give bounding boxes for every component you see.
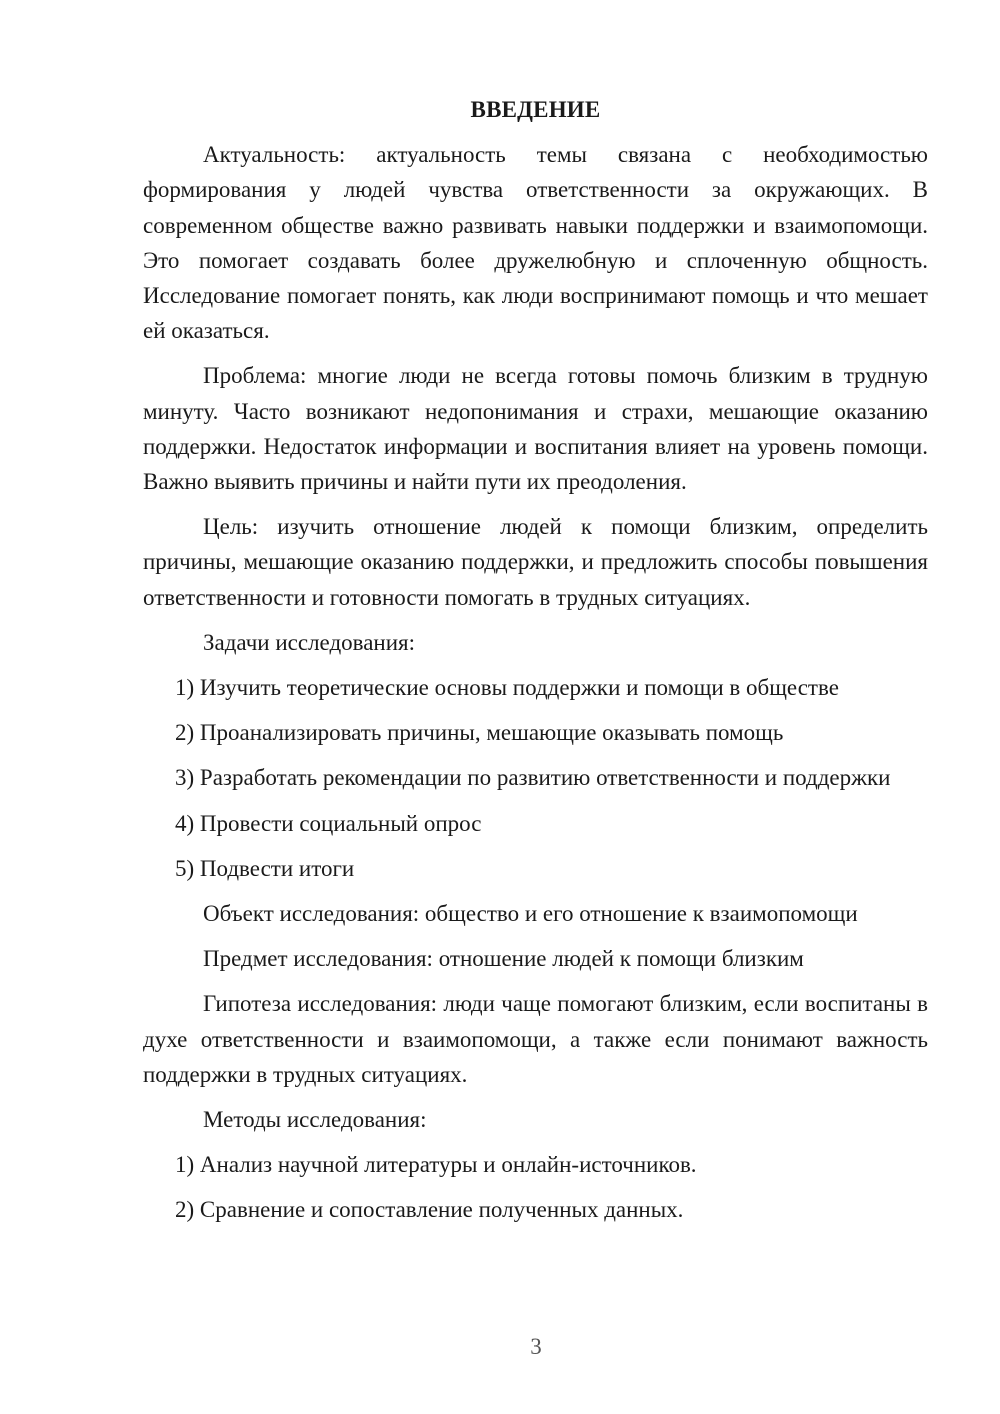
paragraph-subject: Предмет исследования: отношение людей к помощи близким	[203, 946, 804, 972]
paragraph-actuality: Актуальность: актуальность темы связана с необходимостью формирования у людей чувства ответственности за окружающих. В современном обществе важно развивать навыки поддержки и взаимопомощи. Это помогает создавать более дружелюбную и сплоченную общность. Исследование помогает понять, как люди воспринимают помощь и что мешает ей оказаться.	[143, 142, 928, 344]
task-item-4: 4) Провести социальный опрос	[175, 810, 482, 836]
paragraph-problem: Проблема: многие люди не всегда готовы помочь близким в трудную минуту. Часто возникают недопонимания и страхи, мешающие оказанию поддержки. Недостаток информации и воспитания влияет на уровень помощи. Важно выявить причины и найти пути их преодоления.	[143, 363, 928, 495]
document-title: ВВЕДЕНИЕ	[470, 97, 601, 122]
paragraph-object: Объект исследования: общество и его отношение к взаимопомощи	[203, 901, 858, 927]
page-number: 3	[530, 1334, 542, 1359]
paragraph-hypothesis: Гипотеза исследования: люди чаще помогают близким, если воспитаны в духе ответственности и взаимопомощи, а также если понимают важность поддержки в трудных ситуациях.	[143, 991, 928, 1087]
task-item-1: 1) Изучить теоретические основы поддержки и помощи в обществе	[175, 675, 839, 701]
task-item-3: 3) Разработать рекомендации по развитию ответственности и поддержки	[175, 765, 891, 791]
method-item-2: 2) Сравнение и сопоставление полученных данных.	[175, 1197, 684, 1223]
tasks-heading: Задачи исследования:	[203, 629, 416, 655]
task-item-5: 5) Подвести итоги	[175, 855, 355, 881]
task-item-2: 2) Проанализировать причины, мешающие оказывать помощь	[175, 720, 784, 746]
paragraph-goal: Цель: изучить отношение людей к помощи близким, определить причины, мешающие оказанию поддержки, и предложить способы повышения ответственности и готовности помогать в трудных ситуациях.	[143, 514, 928, 610]
document-body	[143, 92, 928, 1238]
method-item-1: 1) Анализ научной литературы и онлайн-источников.	[175, 1152, 697, 1178]
methods-heading: Методы исследования:	[203, 1107, 427, 1133]
